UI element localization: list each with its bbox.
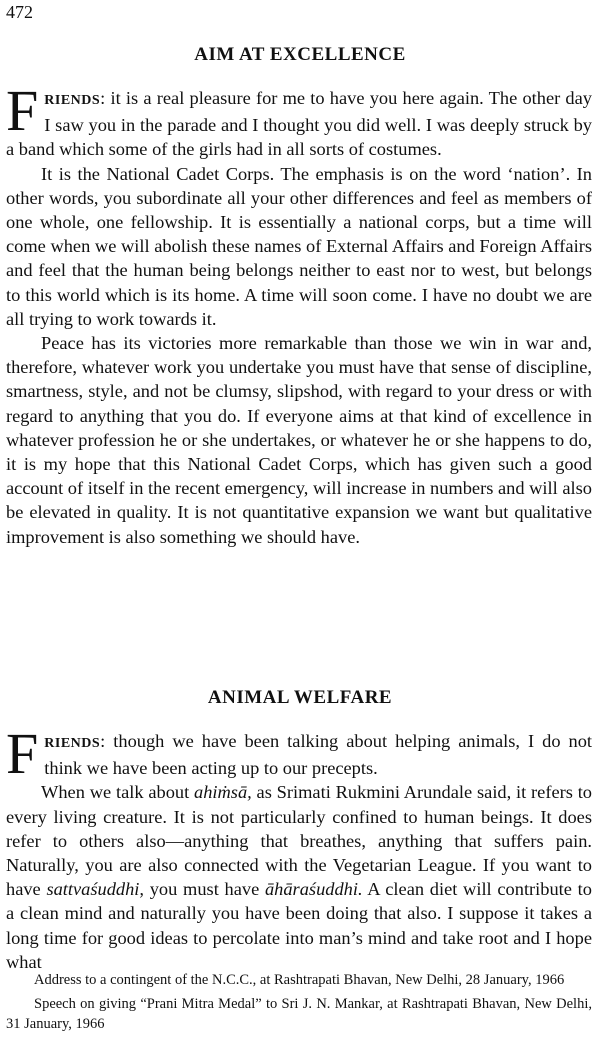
- paragraph: It is the National Cadet Corps. The emphasis is on the word ‘nation’. In other words, you subordinate all your other differences and feel as members of one whole, one fellowship. It is essentially a national corps, but a time will come when we will abolish these names of External Affairs and Foreign Affairs and feel that the human being belongs neither to east nor to west, but belongs to this world which is its home. A time will soon come. I have no doubt we are all trying to work towards it.: [6, 163, 592, 329]
- text-run: When we talk about: [41, 782, 194, 803]
- paragraph: Peace has its victories more remarkable than those we win in war and, therefore, whatever work you undertake you must have that sense of discipline, smartness, style, and not be clumsy, slipshod, with regard to your dress or with regard to anything that you do. If everyone aims at that kind of excellence in whatever profession he or she undertakes, or whatever he or she happens to do, it is my hope that this National Cadet Corps, which has given such a good account of itself in the recent emergency, will increase in numbers and will also be elevated in quality. It is not quantitative expansion we want but qualitative improvement is also something we should have.: [6, 333, 592, 547]
- italic-term: ahiṁsā,: [194, 782, 252, 803]
- drop-cap: F: [6, 721, 39, 786]
- section-body-animal-welfare: [6, 721, 592, 974]
- lead-word: RIENDS: [44, 93, 101, 108]
- footnotes: [6, 970, 592, 1035]
- page-number: 472: [6, 2, 33, 22]
- section-title-aim-at-excellence: AIM AT EXCELLENCE: [194, 44, 406, 65]
- italic-term: āhāraśuddhi.: [264, 879, 363, 900]
- text-run: A clean diet will contribute to a clean mind and naturally you have been doing that also. I suppose it takes a long time for good ideas to percolate into man’s mind and take root and I hope what: [6, 879, 592, 972]
- paragraph: [6, 780, 592, 974]
- footnote: Speech on giving “Prani Mitra Medal” to Sri J. N. Mankar, at Rashtrapati Bhavan, New Delhi, 31 January, 1966: [6, 995, 592, 1032]
- footnote: Address to a contingent of the N.C.C., at Rashtrapati Bhavan, New Delhi, 28 January, 1966: [34, 972, 565, 988]
- italic-term: sattvaśuddhi,: [46, 879, 145, 900]
- lead-word: RIENDS: [44, 736, 101, 751]
- text-run: as Srimati Rukmini Arundale said, it refers to every living creature. It is not particularly confined to human beings. It does refer to others also—anything that breathes, anything that suffers pain. Naturally, you are also connected with the Vegetarian League. If you want to have: [6, 782, 592, 900]
- text-run: you must have: [144, 879, 265, 900]
- paragraph-text: : though we have been talking about helping animals, I do not think we have been acting up to our precepts.: [44, 731, 592, 779]
- drop-cap: F: [6, 78, 39, 143]
- section-body-aim-at-excellence: [6, 78, 592, 549]
- paragraph-text: : it is a real pleasure for me to have you here again. The other day I saw you in the parade and I thought you did well. I was deeply struck by a band which some of the girls had in all sorts of costumes.: [6, 88, 592, 160]
- section-title-animal-welfare: ANIMAL WELFARE: [207, 687, 393, 708]
- paragraph: [6, 721, 592, 786]
- paragraph: [6, 78, 592, 162]
